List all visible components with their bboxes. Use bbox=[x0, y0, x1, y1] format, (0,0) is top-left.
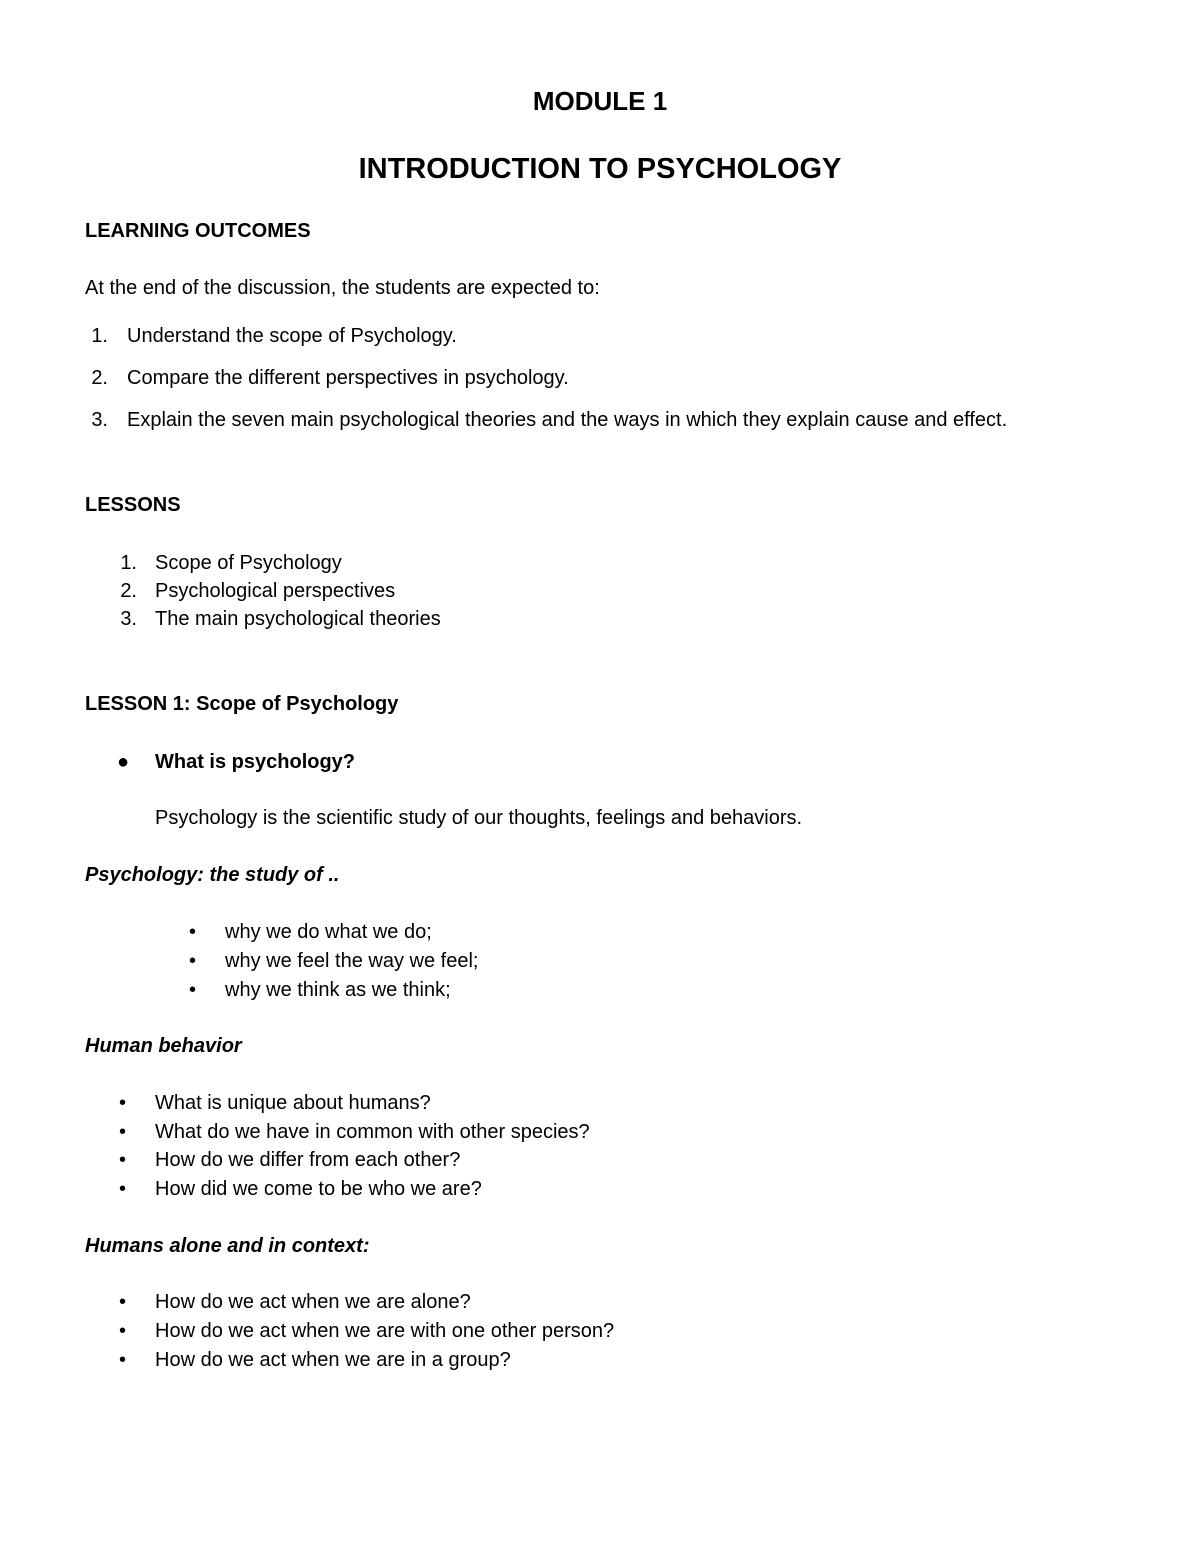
bullet-icon: • bbox=[189, 950, 197, 972]
lesson-number: 2. bbox=[120, 580, 137, 602]
bullet-icon: • bbox=[119, 1092, 127, 1114]
lesson-item: The main psychological theories bbox=[155, 608, 441, 630]
learning-outcomes-intro: At the end of the discussion, the students are expected to: bbox=[85, 277, 600, 299]
outcome-item: Explain the seven main psychological theories and the ways in which they explain cause and effect. bbox=[127, 409, 1008, 431]
bullet-icon: • bbox=[119, 1349, 127, 1371]
page-title: INTRODUCTION TO PSYCHOLOGY bbox=[358, 153, 842, 185]
bullet-icon: • bbox=[119, 1178, 127, 1200]
list-item: How do we differ from each other? bbox=[155, 1149, 461, 1171]
context-heading: Humans alone and in context: bbox=[85, 1235, 370, 1257]
module-label: MODULE 1 bbox=[532, 86, 668, 116]
lessons-heading: LESSONS bbox=[85, 494, 181, 516]
learning-outcomes-heading: LEARNING OUTCOMES bbox=[85, 220, 311, 242]
bullet-icon: • bbox=[119, 1149, 127, 1171]
bullet-icon: ● bbox=[117, 751, 130, 773]
question-heading: What is psychology? bbox=[155, 751, 356, 773]
lesson1-heading: LESSON 1: Scope of Psychology bbox=[85, 693, 399, 715]
list-item: How do we act when we are with one other person? bbox=[155, 1320, 615, 1342]
outcome-item: Understand the scope of Psychology. bbox=[127, 325, 457, 347]
list-item: why we do what we do; bbox=[225, 921, 432, 943]
bullet-icon: • bbox=[119, 1291, 127, 1313]
outcome-number: 1. bbox=[91, 325, 108, 347]
list-item: How do we act when we are alone? bbox=[155, 1291, 471, 1313]
list-item: How do we act when we are in a group? bbox=[155, 1349, 511, 1371]
list-item: why we think as we think; bbox=[225, 979, 451, 1001]
list-item: How did we come to be who we are? bbox=[155, 1178, 482, 1200]
lesson-number: 1. bbox=[120, 552, 137, 574]
outcome-number: 2. bbox=[91, 367, 108, 389]
lesson-item: Scope of Psychology bbox=[155, 552, 342, 574]
bullet-icon: • bbox=[189, 921, 197, 943]
bullet-icon: • bbox=[119, 1320, 127, 1342]
bullet-icon: • bbox=[189, 979, 197, 1001]
definition-text: Psychology is the scientific study of our thoughts, feelings and behaviors. bbox=[155, 807, 803, 829]
lesson-item: Psychological perspectives bbox=[155, 580, 396, 602]
outcome-number: 3. bbox=[91, 409, 108, 431]
list-item: What is unique about humans? bbox=[155, 1092, 431, 1114]
outcome-item: Compare the different perspectives in psychology. bbox=[127, 367, 569, 389]
list-item: why we feel the way we feel; bbox=[225, 950, 479, 972]
bullet-icon: • bbox=[119, 1121, 127, 1143]
human-behavior-heading: Human behavior bbox=[85, 1035, 242, 1057]
lesson-number: 3. bbox=[120, 608, 137, 630]
list-item: What do we have in common with other species? bbox=[155, 1121, 590, 1143]
study-of-heading: Psychology: the study of .. bbox=[85, 864, 340, 886]
